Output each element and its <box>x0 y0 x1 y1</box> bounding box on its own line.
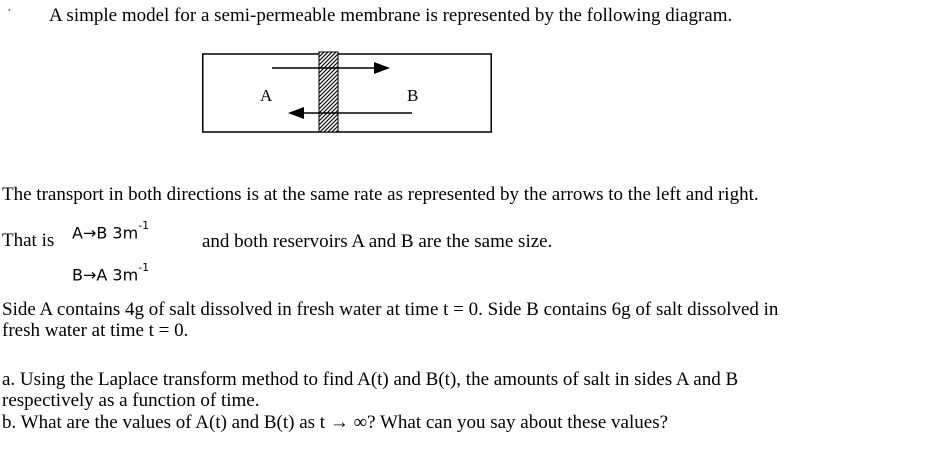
rate-b-to-a: B→A $3m^{-1}$ <box>72 261 150 285</box>
rate-a-to-b: A→B $3m^{-1}$ <box>72 219 150 243</box>
question-b: b. What are the values of A(t) and B(t) as t → ∞? What can you say about these values? <box>2 412 669 433</box>
intro-text: A simple model for a semi-permeable membrane is represented by the following diagram. <box>49 5 733 26</box>
membrane-diagram <box>202 50 492 134</box>
label-a: A <box>260 86 273 105</box>
question-a-line1: a. Using the Laplace transform method to find A(t) and B(t), the amounts of salt in sides A and B <box>2 369 739 390</box>
that-is-label: That is <box>2 230 55 251</box>
question-a-line2: respectively as a function of time. <box>2 390 260 411</box>
para-initial-line2: fresh water at time t = 0. <box>2 320 189 341</box>
label-b: B <box>407 86 419 105</box>
para-initial-line1: Side A contains 4g of salt dissolved in fresh water at time t = 0. Side B contains 6g of salt dissolved in <box>2 299 779 320</box>
bullet-dot: • <box>8 6 11 15</box>
para-transport: The transport in both directions is at the same rate as represented by the arrows to the left and right. <box>2 184 759 205</box>
same-size-text: and both reservoirs A and B are the same size. <box>202 231 553 252</box>
arrow-b-to-a-head <box>288 107 304 119</box>
membrane <box>319 52 338 132</box>
arrow-a-to-b-head <box>374 62 390 74</box>
reservoir-box <box>203 54 492 132</box>
